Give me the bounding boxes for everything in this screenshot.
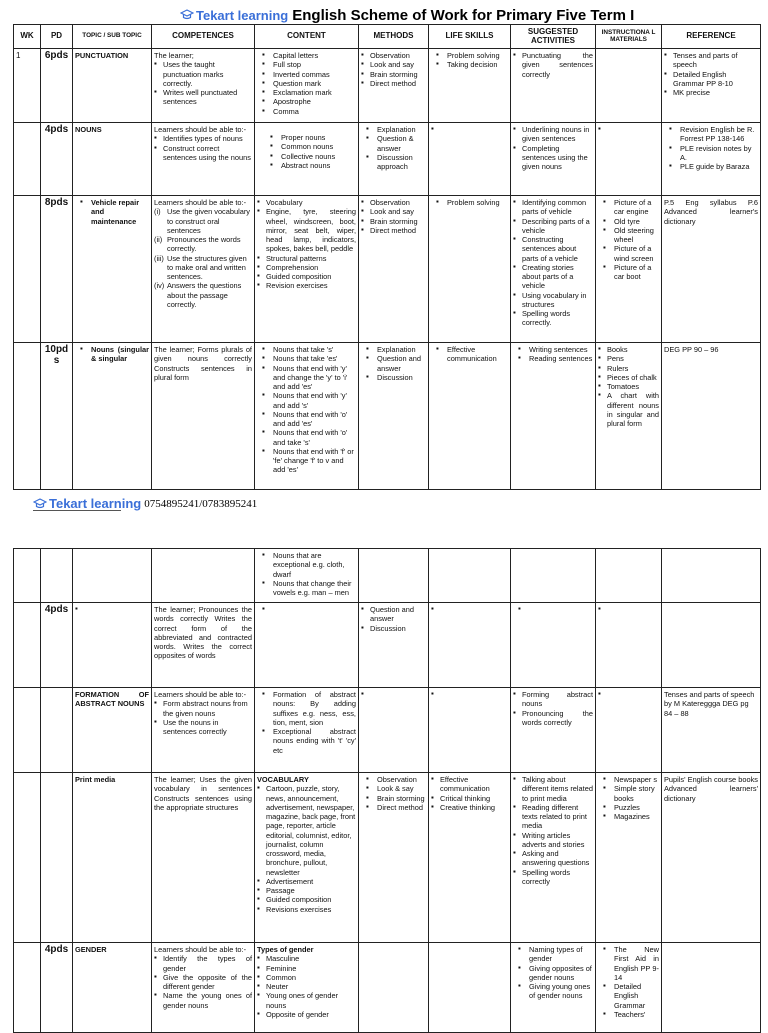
list-item: ▪ Guided composition [257,272,356,281]
list-item: ▪ PLE guide by Baraza [664,162,758,171]
list-item: ▪ Advertisement [257,877,356,886]
reference-cell: Pupils' English course books Advanced learners' dictionary [662,773,761,943]
list-item: ▪ Simple story books [598,784,659,803]
reference-cell: DEG PP 90 – 96 [662,343,761,490]
topic-cell [73,343,152,490]
table-row [14,773,761,943]
list-item: ▪ Problem solving [431,198,508,207]
periods-cell: 4pds [41,123,73,196]
activities-cell [511,343,596,490]
list-item: ▪ Look and say [361,60,426,69]
list-item: ▪ Puzzles [598,803,659,812]
week-cell [14,688,41,773]
list-item [154,235,252,254]
phone-numbers: 0754895241/0783895241 [144,497,258,510]
list-item: ▪ Engine, tyre, steering wheel, windscreen, boot, mirror, seat belt, wiper, head lamp, indicators, spokes, bakes bell, peddle [257,207,356,253]
list-item: ▪ Identifying common parts of vehicle [513,198,593,217]
col-header-pd: PD [41,25,73,49]
list-item: ▪ Form abstract nouns from the given nouns [154,699,252,718]
list-item: ▪ Vehicle repair and maintenance [75,198,149,226]
list-item: ▪ Nouns that take 's' [257,345,356,354]
list-item: ▪ Using vocabulary in structures [513,291,593,310]
list-item: ▪ Creating stories about parts of a vehicle [513,263,593,291]
list-item: ▪ Pronouncing the words correctly [513,709,593,728]
topic-cell: GENDER [73,943,152,1033]
list-item: ▪ Nouns that end with 'o' and add 'es' [257,410,356,429]
list-item: ▪ Newspaper s [598,775,659,784]
list-item: ▪ Common [257,973,356,982]
list-item: ▪ Collective nouns [265,152,356,161]
topic-cell: FORMATION OF ABSTRACT NOUNS [73,688,152,773]
list-item: ▪ Exceptional abstract nouns ending with 't' 'cy' etc [257,727,356,755]
list-item: ▪ Talking about different items related to print media [513,775,593,803]
competences-cell [152,123,255,196]
week-cell [14,123,41,196]
list-item: ▪ Magazines [598,812,659,821]
col-header-methods: METHODS [359,25,429,49]
periods-cell: 6pds [41,49,73,123]
life-skills-cell [429,343,511,490]
activities-cell [511,549,596,603]
content-cell [255,773,359,943]
table-row [14,549,761,603]
competences-cell: The learner; Uses the given vocabulary in sentences Constructs sentences using the appropriate structures [152,773,255,943]
list-item: ▪ Name the young ones of gender nouns [154,991,252,1010]
reference-cell: Tenses and parts of speech by M Katereggga DEG pg 84 – 88 [662,688,761,773]
list-item: ▪ Explanation [361,125,426,134]
list-item: ▪ Pens [598,354,659,363]
list-item: ▪ Give the opposite of the different gender [154,973,252,992]
periods-cell [41,549,73,603]
materials-cell [596,196,662,343]
content-cell [255,196,359,343]
list-item: ▪ Picture of a wind screen [598,244,659,263]
materials-cell [596,549,662,603]
week-cell [14,773,41,943]
topic-cell: PUNCTUATION [73,49,152,123]
competences-cell: The learner; Pronounces the words correctly Writes the correct form of the abbreviated and contracted words. Writes the correct opposites of words [152,603,255,688]
materials-cell [596,773,662,943]
list-item: ▪ Abstract nouns [265,161,356,170]
list-item: ▪ Giving opposites of gender nouns [513,964,593,983]
week-cell [14,343,41,490]
list-item: ▪ Detailed English Grammar PP 8-10 [664,70,758,89]
life-skills-cell [429,196,511,343]
materials-cell [596,688,662,773]
activities-cell [511,49,596,123]
methods-cell [359,123,429,196]
page-title: English Scheme of Work for Primary Five Term I [292,6,635,24]
list-item: ▪ Full stop [257,60,356,69]
list-item: ▪ Neuter [257,982,356,991]
week-cell: 1 [14,49,41,123]
list-item: ▪ Old tyre [598,217,659,226]
table-row [14,603,761,688]
list-item: ▪ Rulers [598,364,659,373]
list-item: ▪ Constructing sentences about parts of a vehicle [513,235,593,263]
list-item: ▪ Creative thinking [431,803,508,812]
list-item: ▪ Use the nouns in sentences correctly [154,718,252,737]
life-skills-cell [429,49,511,123]
methods-cell [359,196,429,343]
table-row [14,688,761,773]
col-header-content: CONTENT [255,25,359,49]
col-header-competences: COMPETENCES [152,25,255,49]
tekart-logo [180,8,288,23]
table-row [14,49,761,123]
footer-underline [33,510,121,511]
list-item: ▪ Uses the taught punctuation marks correctly. [154,60,252,88]
reference-cell [662,49,761,123]
list-item: ▪ Guided composition [257,895,356,904]
list-item: ▪ Old steering wheel [598,226,659,245]
list-item: ▪ Question mark [257,79,356,88]
list-item: ▪ Pieces of chalk [598,373,659,382]
list-item: ▪ Nouns that end with 'o' and take 's' [257,428,356,447]
activities-cell [511,603,596,688]
content-cell [255,603,359,688]
methods-cell [359,943,429,1033]
list-item: ▪ PLE revision notes by A. [664,144,758,163]
periods-cell: 8pds [41,196,73,343]
page-header [180,6,634,24]
table-row [14,943,761,1033]
list-item [154,281,252,309]
graduation-cap-icon [33,498,47,510]
methods-cell [359,688,429,773]
list-item: ▪ The New First Aid in English PP 9-14 [598,945,659,982]
list-item: ▪ Picture of a car engine [598,198,659,217]
competences-cell: The learner; Forms plurals of given nouns correctly Constructs sentences in plural form [152,343,255,490]
list-item: ▪ Writes well punctuated sentences [154,88,252,107]
col-header-materials: INSTRUCTIONA L MATERIALS [596,25,662,49]
content-heading: Types of gender [257,945,314,954]
list-item [154,254,252,282]
activities-cell [511,123,596,196]
methods-cell [359,343,429,490]
col-header-topic: TOPIC / SUB TOPIC [73,25,152,49]
table-row [14,123,761,196]
topic-cell: NOUNS [73,123,152,196]
logo-text: Tekart learning [196,7,289,23]
list-item: ▪ Passage [257,886,356,895]
periods-cell: 10pd s [41,343,73,490]
methods-cell [359,49,429,123]
materials-cell [596,49,662,123]
list-item: ▪ Brain storming [361,794,426,803]
reference-cell [662,943,761,1033]
competences-cell [152,688,255,773]
life-skills-cell [429,549,511,603]
life-skills-cell [429,123,511,196]
list-item: ▪ Asking and answering questions [513,849,593,868]
list-item: ▪ Masculine [257,954,356,963]
reference-cell: P.5 Eng syllabus P.6 Advanced learner's dictionary [662,196,761,343]
graduation-cap-icon [180,9,194,21]
content-cell [255,549,359,603]
reference-cell [662,603,761,688]
col-header-life-skills: LIFE SKILLS [429,25,511,49]
list-item: ▪ Look & say [361,784,426,793]
materials-cell [596,943,662,1033]
list-item: ▪ Opposite of gender [257,1010,356,1019]
methods-cell [359,773,429,943]
list-item: ▪ Nouns that end with 'y' and add 's' [257,391,356,410]
list-item: ▪ Structural patterns [257,254,356,263]
life-skills-cell [429,943,511,1033]
col-header-activities: SUGGESTED ACTIVITIES [511,25,596,49]
competence-intro: Learners should be able to:- [154,945,247,954]
list-item: ▪ Question and answer [361,605,426,624]
list-item: ▪ Writing sentences [513,345,593,354]
list-item: ▪ Apostrophe [257,97,356,106]
list-item: ▪ Inverted commas [257,70,356,79]
competences-cell [152,196,255,343]
competences-cell [152,49,255,123]
competence-intro: Learners should be able to:- [154,125,247,134]
list-item: ▪ Writing articles adverts and stories [513,831,593,850]
list-item: ▪ Picture of a car boot [598,263,659,282]
list-item: ▪ Observation [361,198,426,207]
list-item: ▪ Detailed English Grammar [598,982,659,1010]
list-item: ▪ Completing sentences using the given nouns [513,144,593,172]
list-item: ▪ Nouns that take 'es' [257,354,356,363]
content-cell [255,688,359,773]
life-skills-cell [429,773,511,943]
list-item: ▪ Direct method [361,79,426,88]
list-item: ▪ Comprehension [257,263,356,272]
list-item: ▪ Forming abstract nouns [513,690,593,709]
list-item: ▪ Naming types of gender [513,945,593,964]
list-item: ▪ Tenses and parts of speech [664,51,758,70]
list-item: ▪ Effective communication [431,345,508,364]
methods-cell [359,549,429,603]
tekart-logo [33,496,141,511]
list-item: ▪ Feminine [257,964,356,973]
page-footer [33,496,257,511]
list-item: ▪ Comma [257,107,356,116]
content-cell [255,49,359,123]
list-item: ▪ Observation [361,775,426,784]
materials-cell [596,603,662,688]
periods-cell: 4pds [41,603,73,688]
list-item: ▪ Reading sentences [513,354,593,363]
list-item: ▪ Taking decision [431,60,508,69]
list-item: ▪ Brain storming [361,217,426,226]
activities-cell [511,773,596,943]
list-item: ▪ Describing parts of a vehicle [513,217,593,236]
list-item: ▪ Cartoon, puzzle, story, news, announcement, advertisement, newspaper, magazine, back page, front page, reporter, article editorial, columnist, editor, journalist, column crossword, media, bronchure, pullout, newsletter [257,784,356,877]
content-cell [255,343,359,490]
logo-text: Tekart learning [49,496,142,511]
list-item: ▪ Vocabulary [257,198,356,207]
list-item: ▪ Spelling words correctly. [513,309,593,328]
competence-intro: Learners should be able to:- [154,690,247,699]
list-item: ▪ Brain storming [361,70,426,79]
periods-cell: 4pds [41,943,73,1033]
list-item: ▪ Problem solving [431,51,508,60]
topic-cell: Print media [73,773,152,943]
list-item: ▪ Nouns (singular & singular [75,345,149,364]
competence-intro: The learner; [154,51,194,60]
table-row [14,343,761,490]
competences-cell [152,549,255,603]
list-item: ▪ MK precise [664,88,758,97]
list-item-text: Use the given vocabulary to construct oral sentences [167,207,250,235]
content-cell [255,943,359,1033]
week-cell [14,943,41,1033]
week-cell [14,549,41,603]
list-item: ▪ Formation of abstract nouns: By adding suffixes e.g. ness, ess, tion, ment, sion [257,690,356,727]
list-item: ▪ Proper nouns [265,133,356,142]
periods-cell [41,688,73,773]
list-item: ▪ Question and answer [361,354,426,373]
list-item: ▪ Nouns that end with 'y' and change the 'y' to 'i' and add 'es' [257,364,356,392]
list-item: ▪ Exclamation mark [257,88,356,97]
col-header-wk: WK [14,25,41,49]
competences-cell [152,943,255,1033]
list-item: ▪ Revisions exercises [257,905,356,914]
list-item: ▪ Spelling words correctly [513,868,593,887]
content-heading: VOCABULARY [257,775,309,784]
list-item: ▪ A chart with different nouns in singular and plural form [598,391,659,428]
list-item: ▪ Nouns that change their vowels e.g. man – men [257,579,356,598]
col-header-reference: REFERENCE [662,25,761,49]
list-item: ▪ Critical thinking [431,794,508,803]
materials-cell [596,343,662,490]
list-item: ▪ Identifies types of nouns [154,134,252,143]
list-item-text: Pronounces the words correctly. [167,235,241,254]
activities-cell [511,688,596,773]
life-skills-cell [429,688,511,773]
scheme-table-page1 [13,24,761,490]
list-item: ▪ Capital letters [257,51,356,60]
methods-cell [359,603,429,688]
life-skills-cell [429,603,511,688]
week-cell [14,196,41,343]
list-item: ▪ Construct correct sentences using the nouns [154,144,252,163]
list-item: ▪ Discussion [361,373,426,382]
activities-cell [511,196,596,343]
list-item: ▪ Discussion [361,624,426,633]
topic-cell [73,603,152,688]
topic-cell [73,196,152,343]
list-item: ▪ Observation [361,51,426,60]
list-item: ▪ Question & answer [361,134,426,153]
list-item: ▪ Giving young ones of gender nouns [513,982,593,1001]
reference-cell [662,549,761,603]
list-item: ▪ Teachers' [598,1010,659,1019]
list-item: ▪ Punctuating the given sentences correctly [513,51,593,79]
list-item: ▪ Young ones of gender nouns [257,991,356,1010]
list-item: ▪ Underlining nouns in given sentences [513,125,593,144]
periods-cell [41,773,73,943]
list-item: ▪ Discussion approach [361,153,426,172]
list-item: ▪ Reading different texts related to print media [513,803,593,831]
list-item: ▪ Look and say [361,207,426,216]
topic-cell [73,549,152,603]
list-item: ▪ Nouns that end with 'f' or 'fe' change 'f' to v and add 'es' [257,447,356,475]
list-item-text: Answers the questions about the passage correctly. [167,281,242,309]
list-item [154,207,252,235]
list-item: ▪ Direct method [361,803,426,812]
scheme-table-page2 [13,548,761,1033]
list-item-text: Use the structures given to make oral and written sentences. [167,253,247,281]
activities-cell [511,943,596,1033]
list-item: ▪ Revision exercises [257,281,356,290]
competence-intro: Learners should be able to:- [154,198,247,207]
table-header-row [14,25,761,49]
list-item: ▪ Nouns that are exceptional e.g. cloth, dwarf [257,551,356,579]
list-item: ▪ Revision English be R. Forrest PP 138-146 [664,125,758,144]
list-item: ▪ Explanation [361,345,426,354]
list-item: ▪ Direct method [361,226,426,235]
materials-cell [596,123,662,196]
reference-cell [662,123,761,196]
list-item: ▪ Identify the types of gender [154,954,252,973]
content-cell [255,123,359,196]
list-item: ▪ Books [598,345,659,354]
list-item: ▪ Effective communication [431,775,508,794]
list-item: ▪ Common nouns [265,142,356,151]
list-item: ▪ Tomatoes [598,382,659,391]
table-row [14,196,761,343]
week-cell [14,603,41,688]
